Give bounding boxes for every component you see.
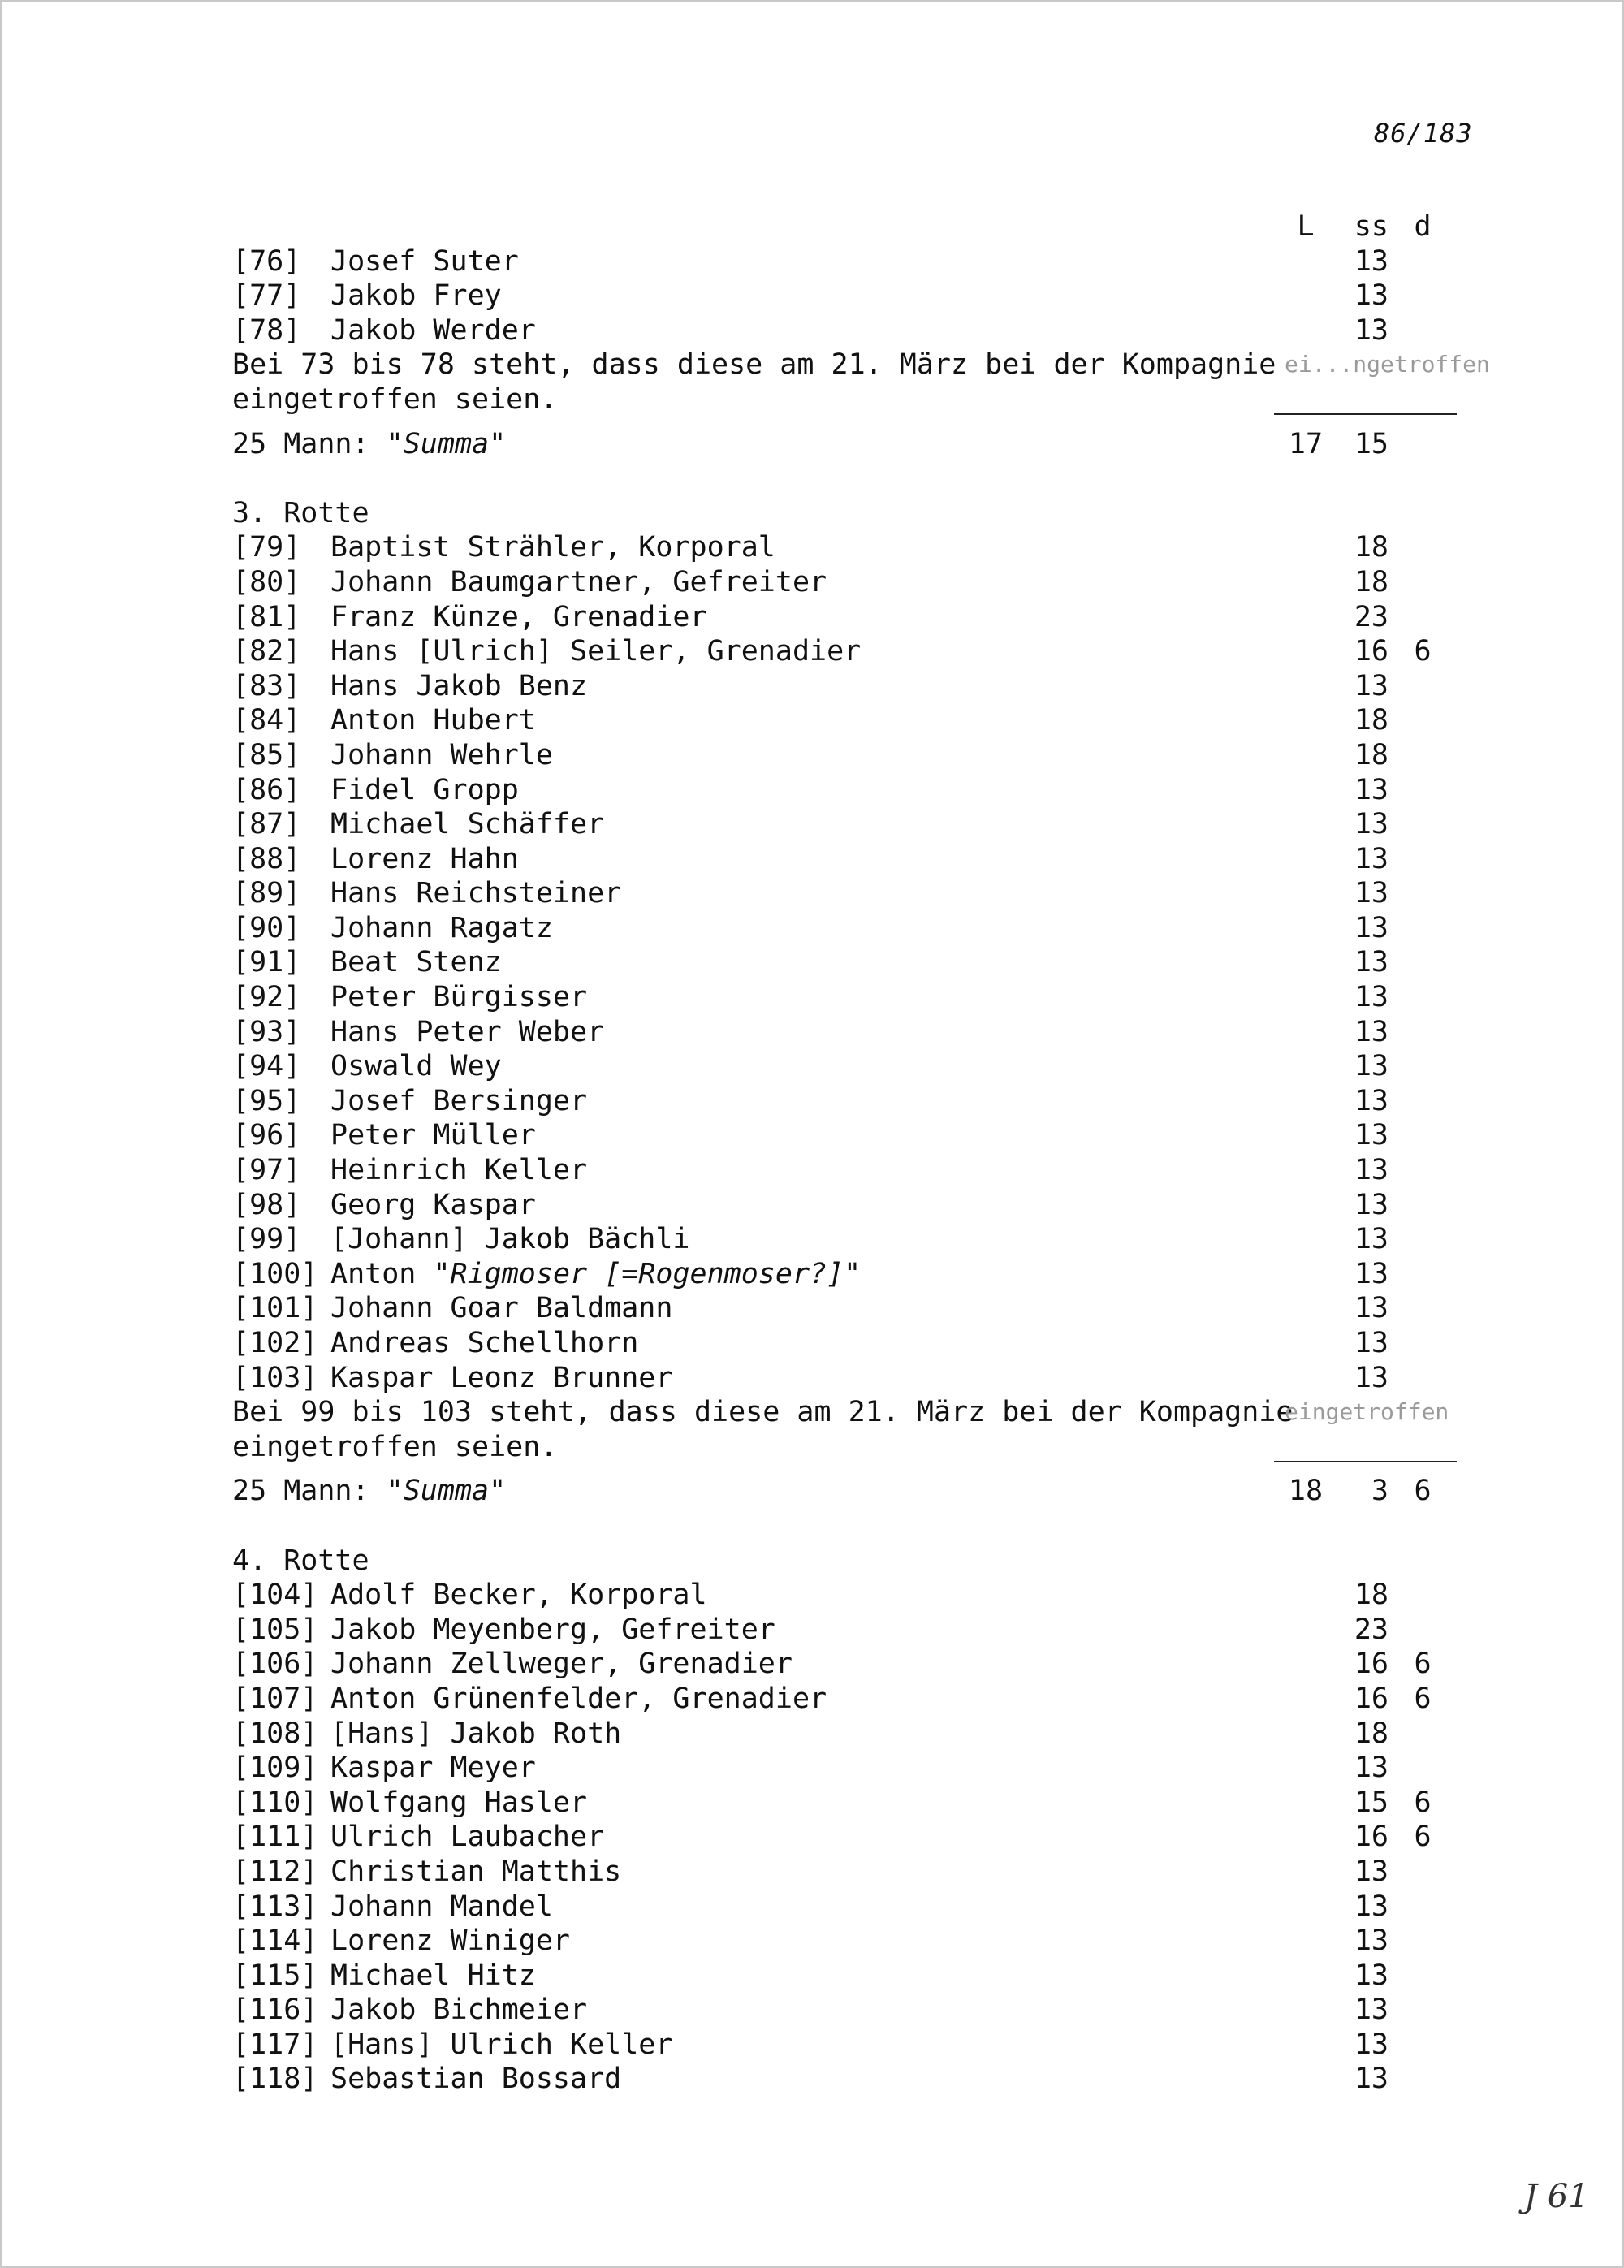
- row-number: [109]: [232, 1752, 318, 1785]
- row-name: Johann Baumgartner, Gefreiter: [330, 565, 827, 598]
- summa-3-d: 6: [1414, 1475, 1432, 1508]
- row-name: Baptist Strähler, Korporal: [330, 531, 775, 564]
- roster-row: [229, 945, 1463, 980]
- row-ss: 18: [1354, 1579, 1389, 1612]
- summa-1-ss: 15: [1354, 427, 1389, 460]
- row-ss: 13: [1354, 1361, 1389, 1394]
- row-ss: 16: [1354, 1648, 1389, 1681]
- row-ss: 13: [1354, 1084, 1389, 1117]
- row-ss: 13: [1354, 1994, 1389, 2027]
- row-name: Adolf Becker, Korporal: [330, 1579, 707, 1612]
- row-number: [118]: [232, 2063, 318, 2096]
- row-ss: 23: [1354, 1613, 1389, 1646]
- row-ss: 13: [1354, 1752, 1389, 1785]
- roster-row: [229, 634, 1463, 669]
- row-number: [113]: [232, 1890, 318, 1923]
- row-ss: 13: [1354, 773, 1389, 806]
- row-ss: 13: [1354, 911, 1389, 944]
- roster-row: [229, 1257, 1463, 1292]
- roster-row: [229, 669, 1463, 704]
- roster-row: [229, 773, 1463, 808]
- roster-row: [229, 1786, 1463, 1821]
- row-number: [100]: [232, 1257, 318, 1290]
- row-name: Johann Zellweger, Grenadier: [330, 1648, 793, 1681]
- row-name: Kaspar Leonz Brunner: [330, 1361, 673, 1394]
- row-number: [93]: [232, 1015, 301, 1048]
- summa-3: 25 Mann: "Summa" 18 3 6: [229, 1474, 1463, 1509]
- row-d: 6: [1414, 1648, 1432, 1681]
- row-number: [111]: [232, 1821, 318, 1854]
- summa-1: 25 Mann: "Summa" 17 15: [232, 427, 1389, 460]
- row-number: [84]: [232, 704, 301, 737]
- note-1-smudge: ei...ngetroffen: [1285, 351, 1490, 378]
- row-ss: 15: [1354, 1786, 1389, 1819]
- roster-row: [229, 1222, 1463, 1257]
- row-ss: 13: [1354, 669, 1389, 702]
- col-header-L: L: [1297, 210, 1315, 243]
- roster-row: [229, 313, 1463, 348]
- roster-row: [229, 807, 1463, 842]
- row-name: Kaspar Meyer: [330, 1752, 536, 1785]
- row-number: [116]: [232, 1994, 318, 2027]
- group-1-rows: [229, 244, 1463, 348]
- row-ss: 13: [1354, 244, 1389, 278]
- sum-rule-3: [1274, 1461, 1457, 1462]
- row-name: Johann Wehrle: [330, 738, 553, 771]
- row-ss: 16: [1354, 1682, 1389, 1715]
- roster-row: [229, 1291, 1463, 1326]
- row-ss: 13: [1354, 1959, 1389, 1992]
- row-number: [83]: [232, 669, 301, 702]
- row-ss: 18: [1354, 531, 1389, 564]
- row-number: [85]: [232, 738, 301, 771]
- row-d: 6: [1414, 1786, 1432, 1819]
- row-ss: 13: [1354, 877, 1389, 910]
- row-name: Anton Hubert: [330, 704, 536, 737]
- row-number: [82]: [232, 635, 301, 668]
- roster-row: [229, 1153, 1463, 1188]
- row-number: [115]: [232, 1959, 318, 1992]
- roster-row: [229, 1118, 1463, 1153]
- row-number: [110]: [232, 1786, 318, 1819]
- row-d: 6: [1414, 1682, 1432, 1715]
- roster-row: [229, 244, 1463, 279]
- row-name: Jakob Frey: [330, 279, 502, 313]
- roster-row: [229, 738, 1463, 773]
- roster-row: [229, 980, 1463, 1015]
- row-ss: 13: [1354, 1890, 1389, 1923]
- row-ss: 13: [1354, 2063, 1389, 2096]
- row-ss: 13: [1354, 1188, 1389, 1221]
- row-ss: 13: [1354, 1050, 1389, 1083]
- row-ss: 13: [1354, 1257, 1389, 1290]
- row-d: 6: [1414, 1821, 1432, 1854]
- row-name: [Johann] Jakob Bächli: [330, 1223, 690, 1256]
- rotte-3-heading: 3. Rotte: [232, 496, 369, 529]
- roster-row: [229, 842, 1463, 877]
- roster-row: [229, 1613, 1463, 1648]
- row-ss: 18: [1354, 704, 1389, 737]
- roster-row: [229, 1855, 1463, 1890]
- row-name: Peter Bürgisser: [330, 981, 588, 1014]
- row-name: Christian Matthis: [330, 1855, 622, 1888]
- row-name: Hans [Ulrich] Seiler, Grenadier: [330, 635, 862, 668]
- group-3-rows: [229, 530, 1463, 1395]
- row-name: Jakob Meyenberg, Gefreiter: [330, 1613, 775, 1646]
- roster-row: [229, 1993, 1463, 2028]
- column-header: [229, 210, 1463, 244]
- row-number: [103]: [232, 1361, 318, 1394]
- summa-3-ss: 3: [1371, 1475, 1389, 1508]
- rotte-4-heading: 4. Rotte: [232, 1544, 369, 1577]
- summa-3-L: 18: [1288, 1475, 1324, 1508]
- roster-row: [229, 1326, 1463, 1361]
- roster-row: [229, 600, 1463, 635]
- row-number: [99]: [232, 1223, 301, 1256]
- roster-row: [229, 1717, 1463, 1752]
- roster-row: [229, 1959, 1463, 1994]
- row-ss: 13: [1354, 808, 1389, 841]
- row-number: [92]: [232, 981, 301, 1014]
- row-name: Michael Schäffer: [330, 808, 605, 841]
- row-ss: 13: [1354, 313, 1389, 347]
- row-name: Franz Künze, Grenadier: [330, 600, 707, 633]
- row-number: [102]: [232, 1327, 318, 1359]
- note-3-smudge: eingetroffen: [1285, 1398, 1449, 1426]
- roster-row: [229, 1084, 1463, 1119]
- row-name: Jakob Bichmeier: [330, 1994, 588, 2027]
- row-name: Andreas Schellhorn: [330, 1327, 639, 1359]
- note-1-line-2: eingetroffen seien.: [229, 382, 1463, 417]
- row-name: Georg Kaspar: [330, 1188, 536, 1221]
- row-number: [89]: [232, 877, 301, 910]
- row-number: [77]: [232, 279, 301, 313]
- roster-row: [229, 1924, 1463, 1959]
- row-number: [106]: [232, 1648, 318, 1681]
- row-number: [107]: [232, 1682, 318, 1715]
- row-number: [78]: [232, 313, 301, 347]
- row-ss: 13: [1354, 1327, 1389, 1359]
- row-number: [101]: [232, 1292, 318, 1325]
- row-ss: 13: [1354, 1119, 1389, 1152]
- row-name: Hans Jakob Benz: [330, 669, 588, 702]
- row-ss: 23: [1354, 600, 1389, 633]
- row-number: [86]: [232, 773, 301, 806]
- col-header-d: d: [1414, 210, 1432, 243]
- roster-row: [229, 1188, 1463, 1223]
- row-name: Josef Bersinger: [330, 1084, 588, 1117]
- row-number: [80]: [232, 565, 301, 598]
- row-number: [97]: [232, 1154, 301, 1187]
- row-name: Oswald Wey: [330, 1050, 502, 1083]
- row-number: [76]: [232, 244, 301, 278]
- row-name: Johann Goar Baldmann: [330, 1292, 673, 1325]
- row-name: Josef Suter: [330, 244, 519, 278]
- roster-row: [229, 1049, 1463, 1084]
- row-name: Michael Hitz: [330, 1959, 536, 1992]
- roster-row: [229, 1751, 1463, 1786]
- row-ss: 18: [1354, 738, 1389, 771]
- row-name: Wolfgang Hasler: [330, 1786, 588, 1819]
- roster-row: [229, 1647, 1463, 1682]
- row-number: [91]: [232, 946, 301, 979]
- roster-row: [229, 279, 1463, 313]
- row-name: Johann Mandel: [330, 1890, 553, 1923]
- row-name: Heinrich Keller: [330, 1154, 588, 1187]
- note-3-line-2: eingetroffen seien.: [229, 1430, 1463, 1465]
- row-number: [104]: [232, 1579, 318, 1612]
- row-number: [90]: [232, 911, 301, 944]
- row-name: Hans Peter Weber: [330, 1015, 605, 1048]
- row-ss: 13: [1354, 1015, 1389, 1048]
- row-name: Anton Grünenfelder, Grenadier: [330, 1682, 827, 1715]
- roster-row: [229, 1890, 1463, 1925]
- row-number: [105]: [232, 1613, 318, 1646]
- row-ss: 18: [1354, 565, 1389, 598]
- row-ss: 13: [1354, 279, 1389, 313]
- row-name: Hans Reichsteiner: [330, 877, 622, 910]
- row-number: [95]: [232, 1084, 301, 1117]
- note-3-line-1: Bei 99 bis 103 steht, dass diese am 21. März bei der Kompagnie eingetroffen: [229, 1395, 1463, 1430]
- row-name: Beat Stenz: [330, 946, 502, 979]
- row-name: Fidel Gropp: [330, 773, 519, 806]
- row-ss: 13: [1354, 1154, 1389, 1187]
- group-4-rows: [229, 1578, 1463, 2097]
- row-name: Peter Müller: [330, 1119, 536, 1152]
- note-1-line-1: Bei 73 bis 78 steht, dass diese am 21. März bei der Kompagnie ei...ngetroffen: [232, 348, 1490, 382]
- row-ss: 18: [1354, 1717, 1389, 1750]
- page-number: 86/183: [1374, 118, 1473, 149]
- roster-row: [229, 1015, 1463, 1050]
- roster-row: [229, 530, 1463, 565]
- sum-rule-1: [1274, 413, 1457, 415]
- row-name: Jakob Werder: [330, 313, 536, 347]
- row-ss: 13: [1354, 1223, 1389, 1256]
- roster-row: [229, 911, 1463, 946]
- row-ss: 13: [1354, 1855, 1389, 1888]
- row-name: Anton "Rigmoser [=Rogenmoser?]": [330, 1257, 862, 1290]
- row-number: [94]: [232, 1050, 301, 1083]
- summa-1-L: 17: [1288, 427, 1324, 460]
- row-ss: 13: [1354, 946, 1389, 979]
- row-name: Sebastian Bossard: [330, 2063, 622, 2096]
- row-ss: 13: [1354, 842, 1389, 875]
- row-number: [117]: [232, 2028, 318, 2061]
- row-number: [112]: [232, 1855, 318, 1888]
- row-number: [98]: [232, 1188, 301, 1221]
- row-ss: 16: [1354, 635, 1389, 668]
- row-number: [79]: [232, 531, 301, 564]
- row-name: [Hans] Jakob Roth: [330, 1717, 622, 1750]
- roster-row: [229, 1820, 1463, 1855]
- row-name: Lorenz Hahn: [330, 842, 519, 875]
- roster-row: [229, 565, 1463, 600]
- row-number: [114]: [232, 1925, 318, 1958]
- roster-row: [229, 1682, 1463, 1717]
- row-ss: 16: [1354, 1821, 1389, 1854]
- row-number: [81]: [232, 600, 301, 633]
- roster-row: [229, 2028, 1463, 2063]
- row-name: [Hans] Ulrich Keller: [330, 2028, 673, 2061]
- col-header-ss: ss: [1354, 210, 1389, 243]
- roster-row: [229, 703, 1463, 738]
- row-name: Ulrich Laubacher: [330, 1821, 605, 1854]
- row-number: [108]: [232, 1717, 318, 1750]
- row-name: Johann Ragatz: [330, 911, 553, 944]
- roster-row: [229, 876, 1463, 911]
- row-ss: 13: [1354, 2028, 1389, 2061]
- row-number: [88]: [232, 842, 301, 875]
- roster: [229, 210, 1490, 2097]
- row-ss: 13: [1354, 1925, 1389, 1958]
- handwritten-folio-mark: J 61: [1524, 2178, 1589, 2215]
- row-ss: 13: [1354, 981, 1389, 1014]
- roster-row: [229, 1361, 1463, 1396]
- row-ss: 13: [1354, 1292, 1389, 1325]
- row-name: Lorenz Winiger: [330, 1925, 571, 1958]
- row-number: [87]: [232, 808, 301, 841]
- row-number: [96]: [232, 1119, 301, 1152]
- row-d: 6: [1414, 635, 1432, 668]
- roster-row: [229, 1578, 1463, 1613]
- roster-row: [229, 2062, 1463, 2097]
